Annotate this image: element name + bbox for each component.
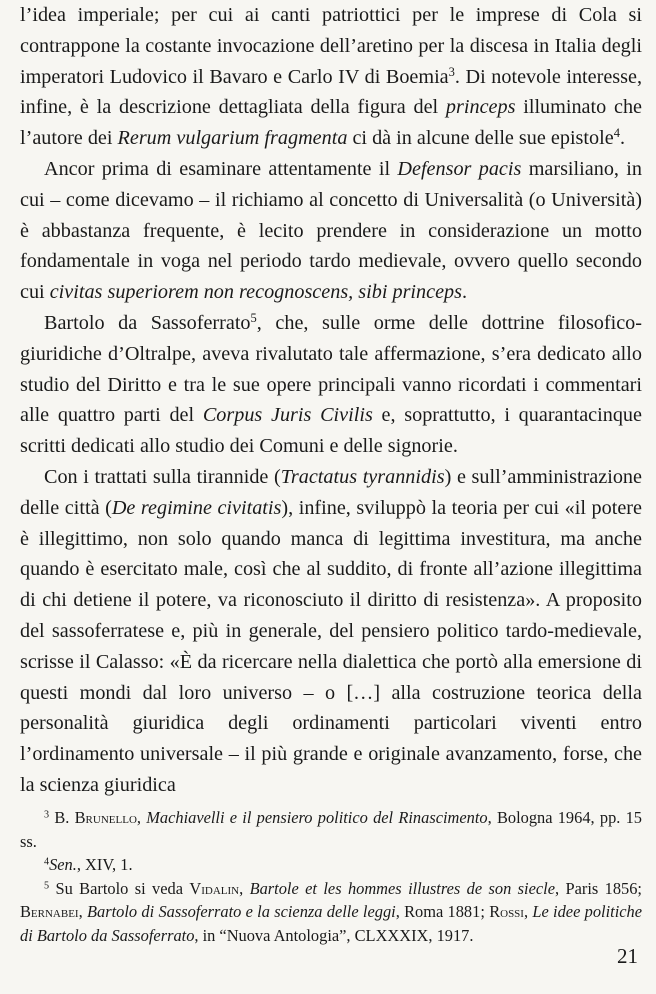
footnote-marker: 4 <box>44 856 50 868</box>
text-run: e, soprattutto, i quarantacinque scritti dedicati allo studio dei Comuni e delle signorie. <box>20 404 642 458</box>
text-run: ), infine, sviluppò la teoria per cui «il potere è illegittimo, non solo quando manca di legittima investitura, ma anche quando è esercitato male, così che al suddito, di fronte all’azione illegittima di chi detiene il potere, va riconosciuto il diritto di resistenza». A proposito del sassoferratese e, più in generale, del pensiero politico tardo-medievale, scrisse il Calasso: «È da ricercare nella dialettica che portò alla emersione di questi mondi dal loro universo – o […] alla costruzione teorica della personalità giuridica degli ordinamenti particolari viventi entro l’ordinamento universale – il più grande e originale avanzamento, forse, che la scienza giuridica <box>20 496 642 796</box>
author-name: Vidalin <box>189 878 240 898</box>
text-run: . Di notevole interesse, infine, è la descrizione dettagliata della figura del <box>20 65 643 119</box>
text-run: , Bologna 1964, pp. 15 ss. <box>20 808 642 851</box>
italic-run: Sen. <box>49 855 77 875</box>
italic-run: Rerum vulgarium fragmenta <box>117 127 348 150</box>
author-name: Brunello <box>74 808 137 827</box>
footnote-marker: 3 <box>44 809 50 821</box>
footnote <box>20 806 642 853</box>
italic-run: Bartole et les hommes illustres de son siecle <box>249 878 555 898</box>
text-run: B. <box>49 808 75 827</box>
text-run: Su Bartolo si veda <box>49 878 190 898</box>
paragraph <box>20 462 642 801</box>
text-run: , Paris 1856; <box>555 878 642 898</box>
footnote-marker: 5 <box>250 311 257 326</box>
author-name: Bernabei <box>20 902 79 922</box>
italic-run: De regimine civitatis <box>111 496 282 519</box>
text-run: , <box>136 808 147 827</box>
italic-run: Tractatus tyrannidis <box>280 465 445 488</box>
text-run: , <box>523 902 533 922</box>
footnote-marker: 3 <box>448 64 455 79</box>
footnote-marker: 4 <box>613 126 620 141</box>
text-run: , che, sulle orme delle dottrine filosofico-giuridiche d’Oltralpe, aveva rivalutato tale affermazione, s’era dedicato allo studio del Diritto e tra le sue opere principali vanno ricordati i commentari alle quattro parti del <box>20 311 642 427</box>
italic-run: civitas superiorem non recognoscens, sibi princeps <box>49 281 463 304</box>
text-run: marsiliano, in cui – come dicevamo – il richiamo al concetto di Universalità (o Università) è abbastanza frequente, è lecito prendere in considerazione un motto fondamentale in voga nel periodo tardo medievale, ovvero quello secondo cui <box>20 157 642 304</box>
text-run: Ancor prima di esaminare attentamente il <box>44 157 398 180</box>
italic-run: Machiavelli e il pensiero politico del Rinascimento <box>146 808 488 827</box>
italic-run: Corpus Juris Civilis <box>202 404 373 427</box>
paragraph <box>20 308 642 462</box>
italic-run: Le idee politiche di Bartolo da Sassoferrato <box>20 902 643 945</box>
text-run: Bartolo da Sassoferrato <box>44 311 251 334</box>
text-run: , <box>78 902 88 922</box>
text-run: , XIV, 1. <box>76 855 133 875</box>
text-run: ) e sull’amministrazione delle città ( <box>20 465 642 519</box>
text-run: , <box>239 878 250 898</box>
text-run: . <box>619 127 625 150</box>
text-run: Con i trattati sulla tirannide ( <box>44 465 281 488</box>
page-number: 21 <box>617 944 638 968</box>
text-run: . <box>462 281 468 304</box>
text-run: l’idea imperiale; per cui ai canti patriottici per le imprese di Cola si contrappone la costante invocazione dell’aretino per la discesa in Italia degli imperatori Ludovico il Bavaro e Carlo IV di Boemia <box>20 4 642 88</box>
italic-run: princeps <box>445 96 516 119</box>
text-run: , in “Nuova Antologia”, CLXXXIX, 1917. <box>194 925 474 945</box>
text-run: , Roma 1881; <box>395 902 490 922</box>
main-text <box>20 0 642 801</box>
text-run: illuminato che l’autore dei <box>20 96 642 150</box>
paragraph <box>20 0 642 154</box>
footnote <box>20 877 642 948</box>
author-name: Rossi <box>489 902 524 922</box>
footnote <box>20 853 642 877</box>
text-run: ci dà in alcune delle sue epistole <box>347 127 614 150</box>
footnotes <box>20 806 642 948</box>
italic-run: Bartolo di Sassoferrato e la scienza delle leggi <box>87 902 396 922</box>
italic-run: Defensor pacis <box>397 157 522 180</box>
paragraph <box>20 154 642 308</box>
footnote-marker: 5 <box>44 880 50 892</box>
